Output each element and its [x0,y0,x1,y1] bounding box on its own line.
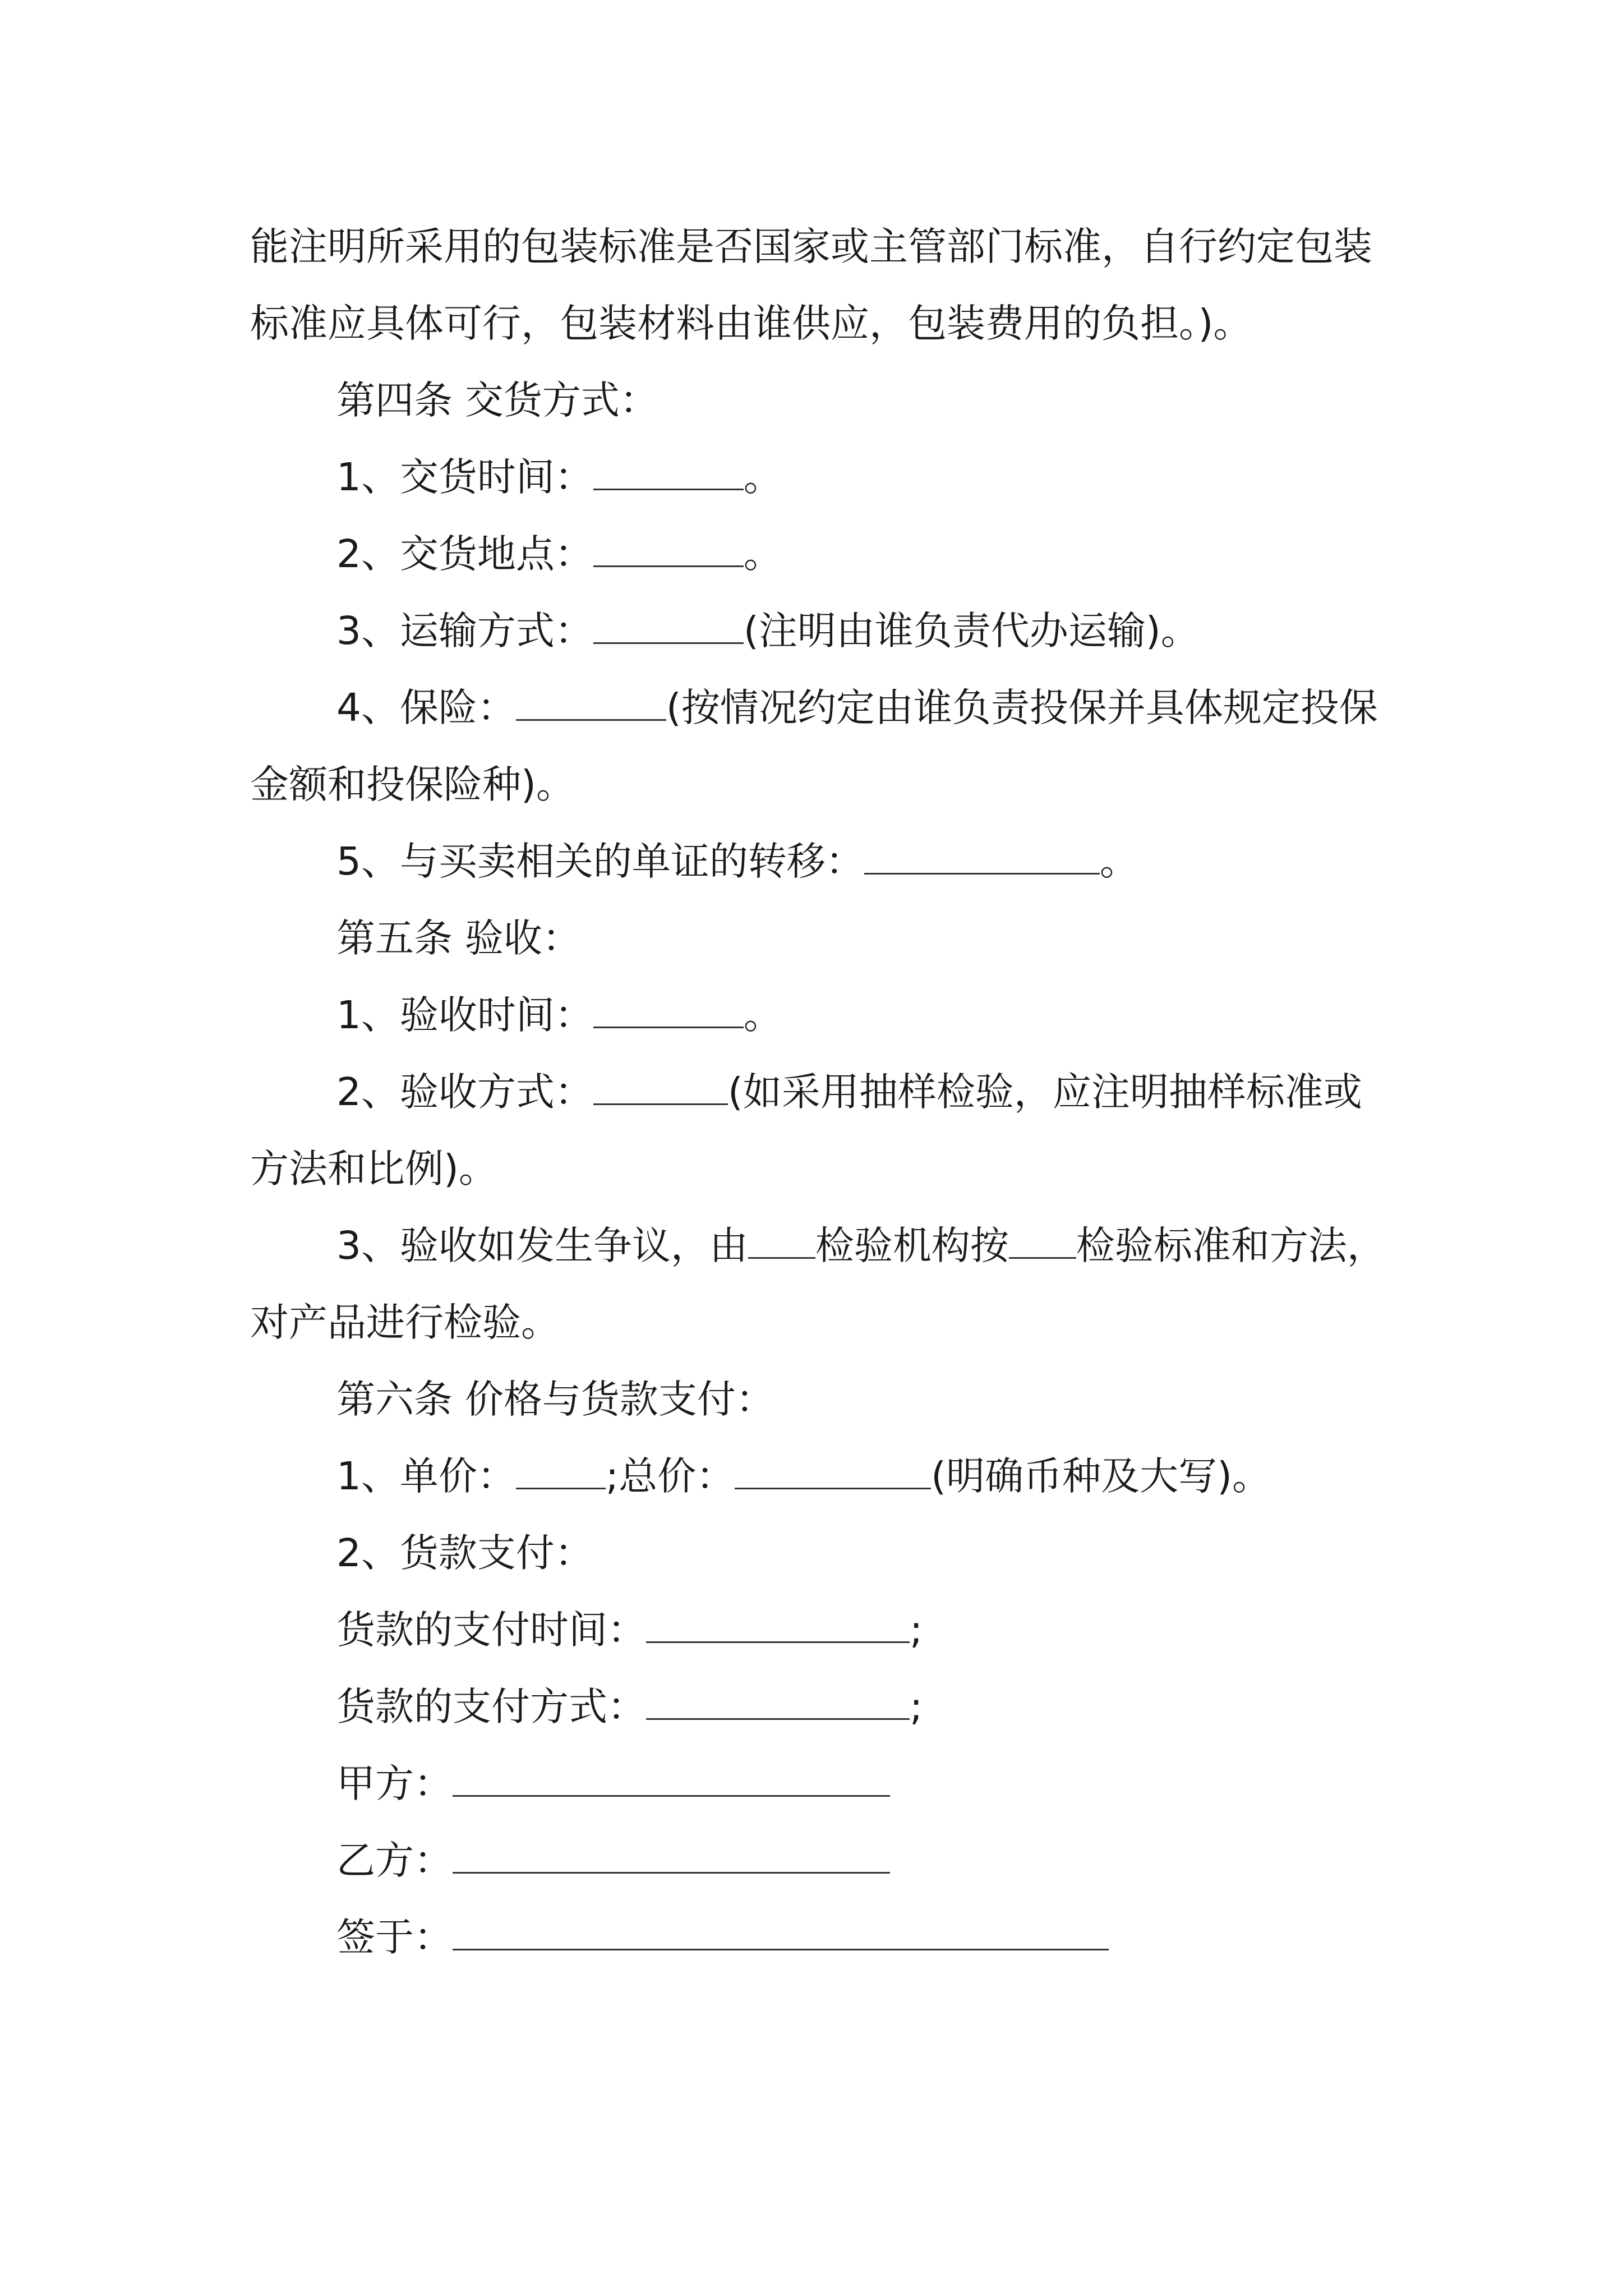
insurance-line [250,670,1389,823]
inspection-time-blank[interactable] [593,992,744,1028]
payment-time-label: 货款的支付时间： [336,1608,646,1653]
party-b-blank[interactable] [453,1837,890,1874]
total-price-blank[interactable] [735,1453,931,1489]
payment-time-semicolon: ; [910,1608,923,1653]
payment-method-line [250,1669,1389,1746]
delivery-place-line [250,516,1389,593]
inspection-dispute-text-a: 3、验收如发生争议，由 [336,1223,748,1268]
inspection-time-label: 1、验收时间： [336,993,593,1038]
documents-transfer-period: 。 [1099,839,1138,884]
payment-time-line [250,1592,1389,1669]
delivery-place-blank[interactable] [593,531,744,567]
payment-method-semicolon: ; [910,1685,923,1729]
signed-at-label: 签于： [336,1915,453,1960]
insurance-label: 4、保险： [336,685,516,730]
party-a-line [250,1746,1389,1823]
payment-method-label: 货款的支付方式： [336,1685,646,1729]
inspection-dispute-text-b: 检验机构按 [815,1223,1009,1268]
article-6-heading: 第六条 价格与货款支付： [336,1377,774,1422]
party-b-label: 乙方： [336,1838,453,1883]
price-note: (明确币种及大写)。 [931,1454,1271,1499]
transport-method-note: (注明由谁负责代办运输)。 [743,609,1200,654]
delivery-time-period: 。 [743,455,782,500]
price-line [250,1438,1389,1515]
signed-at-line [250,1899,1389,1976]
delivery-time-line [250,439,1389,516]
payment-method-blank[interactable] [646,1683,910,1720]
article-5-heading: 第五条 验收： [336,916,581,961]
article-4-heading: 第四条 交货方式： [336,378,658,423]
inspection-method-line [250,1054,1389,1208]
inspection-agency-blank[interactable] [748,1222,815,1259]
inspection-dispute-line [250,1208,1389,1361]
payment-heading: 2、货款支付： [336,1531,593,1576]
party-a-blank[interactable] [453,1760,890,1797]
signed-at-blank[interactable] [453,1914,1109,1950]
insurance-blank[interactable] [516,684,666,721]
payment-time-blank[interactable] [646,1607,910,1643]
unit-price-label: 1、单价： [336,1454,516,1499]
party-a-label: 甲方： [336,1761,453,1806]
party-b-line [250,1823,1389,1899]
transport-method-line [250,593,1389,670]
unit-price-blank[interactable] [516,1453,606,1489]
delivery-place-label: 2、交货地点： [336,532,593,577]
insurance-note: (按情况约定由谁负责投保并具体规定投保金额和投保险种)。 [250,685,1378,807]
inspection-time-line [250,977,1389,1054]
inspection-method-label: 2、验收方式： [336,1070,593,1115]
inspection-standard-blank[interactable] [1009,1222,1076,1259]
documents-transfer-label: 5、与买卖相关的单证的转移： [336,839,864,884]
delivery-place-period: 。 [743,532,782,577]
inspection-method-note: (如采用抽样检验，应注明抽样标准或方法和比例)。 [250,1070,1362,1191]
documents-transfer-line [250,823,1389,900]
transport-method-blank[interactable] [593,608,744,644]
packaging-clause-continuation: 能注明所采用的包装标准是否国家或主管部门标准，自行约定包装标准应具体可行，包装材料由谁供应，包装费用的负担。)。 [250,224,1372,346]
inspection-time-period: 。 [743,993,782,1038]
delivery-time-blank[interactable] [593,454,744,490]
total-price-label: ;总价： [605,1454,735,1499]
delivery-time-label: 1、交货时间： [336,455,593,500]
transport-method-label: 3、运输方式： [336,609,593,654]
documents-transfer-blank[interactable] [864,838,1100,875]
inspection-dispute-text-c: 检验标准和方法，对产品进行检验。 [250,1223,1386,1345]
contract-text-body [250,209,1389,1976]
inspection-method-blank[interactable] [593,1069,728,1105]
